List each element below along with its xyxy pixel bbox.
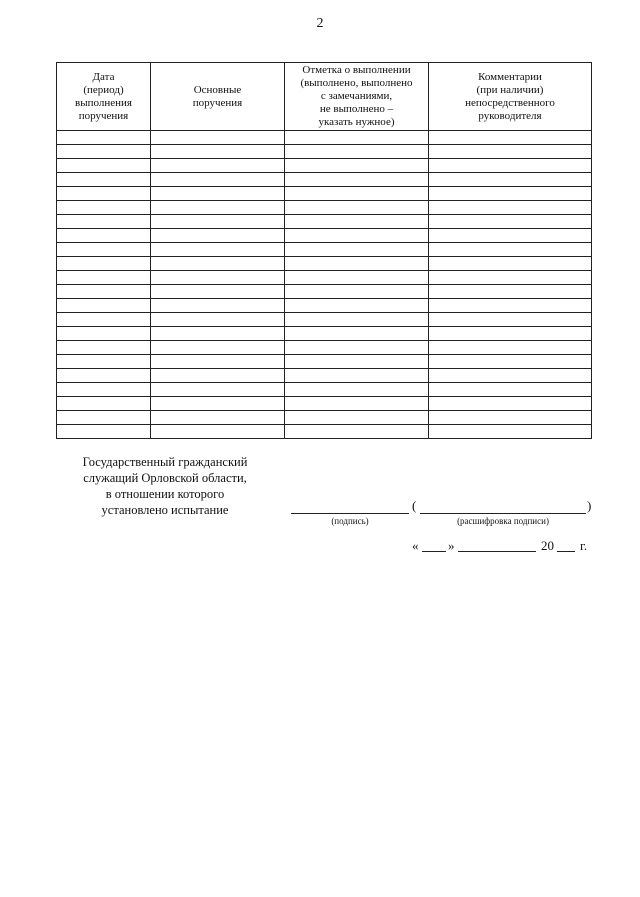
- table-cell[interactable]: [429, 341, 592, 355]
- table-cell[interactable]: [429, 229, 592, 243]
- table-row: [57, 383, 592, 397]
- table-cell[interactable]: [429, 215, 592, 229]
- table-row: [57, 229, 592, 243]
- table-cell[interactable]: [429, 285, 592, 299]
- table-cell[interactable]: [151, 201, 285, 215]
- table-cell[interactable]: [57, 229, 151, 243]
- table-cell[interactable]: [57, 145, 151, 159]
- table-row: [57, 215, 592, 229]
- table-row: [57, 173, 592, 187]
- table-cell[interactable]: [151, 411, 285, 425]
- table-row: [57, 257, 592, 271]
- table-cell[interactable]: [285, 411, 429, 425]
- table-cell[interactable]: [57, 313, 151, 327]
- page-number: 2: [316, 16, 324, 31]
- table-row: [57, 187, 592, 201]
- signature-hint: (подпись): [331, 516, 369, 526]
- table-cell[interactable]: [151, 369, 285, 383]
- table-row: [57, 145, 592, 159]
- table-cell[interactable]: [285, 201, 429, 215]
- table-cell[interactable]: [151, 131, 285, 145]
- table-row: [57, 327, 592, 341]
- day-blank[interactable]: [422, 551, 446, 552]
- table-cell[interactable]: [151, 187, 285, 201]
- table-cell[interactable]: [151, 425, 285, 439]
- table-cell[interactable]: [57, 397, 151, 411]
- close-parenthesis: ): [587, 498, 592, 513]
- table-cell[interactable]: [151, 285, 285, 299]
- table-cell[interactable]: [285, 159, 429, 173]
- table-cell[interactable]: [57, 271, 151, 285]
- table-cell[interactable]: [429, 145, 592, 159]
- table-cell[interactable]: [57, 201, 151, 215]
- table-cell[interactable]: [285, 187, 429, 201]
- table-cell[interactable]: [285, 243, 429, 257]
- table-cell[interactable]: [429, 131, 592, 145]
- header-completion-mark-label: Отметка о выполнении (выполнено, выполнено с замечаниями, не выполнено – указать нужное): [300, 64, 413, 128]
- table-cell[interactable]: [57, 285, 151, 299]
- table-cell[interactable]: [429, 257, 592, 271]
- table-cell[interactable]: [285, 355, 429, 369]
- table-row: [57, 341, 592, 355]
- table-cell[interactable]: [57, 425, 151, 439]
- table-cell[interactable]: [151, 327, 285, 341]
- table-cell[interactable]: [285, 271, 429, 285]
- table-cell[interactable]: [57, 243, 151, 257]
- table-cell[interactable]: [285, 229, 429, 243]
- table-cell[interactable]: [429, 173, 592, 187]
- table-cell[interactable]: [57, 187, 151, 201]
- table-row: [57, 397, 592, 411]
- signature-line[interactable]: [291, 513, 409, 514]
- table-row: [57, 271, 592, 285]
- table-cell[interactable]: [429, 201, 592, 215]
- table-cell[interactable]: [285, 285, 429, 299]
- table-cell[interactable]: [57, 159, 151, 173]
- table-cell[interactable]: [57, 341, 151, 355]
- header-main-assignments: [151, 63, 285, 131]
- table-cell[interactable]: [57, 369, 151, 383]
- table-cell[interactable]: [429, 159, 592, 173]
- table-cell[interactable]: [151, 229, 285, 243]
- table-cell[interactable]: [57, 131, 151, 145]
- table-cell[interactable]: [285, 341, 429, 355]
- table-cell[interactable]: [151, 271, 285, 285]
- table-cell[interactable]: [429, 243, 592, 257]
- table-cell[interactable]: [429, 411, 592, 425]
- table-cell[interactable]: [151, 159, 285, 173]
- table-cell[interactable]: [429, 425, 592, 439]
- header-main-assignments-label: Основные поручения: [192, 83, 243, 109]
- table-cell[interactable]: [285, 215, 429, 229]
- table-cell[interactable]: [285, 327, 429, 341]
- table-row: [57, 313, 592, 327]
- table-cell[interactable]: [151, 397, 285, 411]
- table-body: [57, 131, 592, 439]
- month-blank[interactable]: [458, 551, 536, 552]
- table-row: [57, 201, 592, 215]
- table-cell[interactable]: [429, 369, 592, 383]
- header-date-period-label: Дата (период) выполнения поручения: [75, 70, 132, 122]
- table-cell[interactable]: [151, 341, 285, 355]
- table-cell[interactable]: [285, 257, 429, 271]
- table-cell[interactable]: [151, 257, 285, 271]
- table-cell[interactable]: [151, 383, 285, 397]
- assignment-table: [56, 62, 592, 439]
- table-cell[interactable]: [285, 383, 429, 397]
- date-close-quote: »: [448, 538, 455, 553]
- table-row: [57, 369, 592, 383]
- table-cell[interactable]: [57, 173, 151, 187]
- table-cell[interactable]: [429, 313, 592, 327]
- table-cell[interactable]: [57, 299, 151, 313]
- table-cell[interactable]: [57, 215, 151, 229]
- open-parenthesis: (: [412, 498, 417, 513]
- table-cell[interactable]: [429, 271, 592, 285]
- table-cell[interactable]: [285, 369, 429, 383]
- table-cell[interactable]: [285, 313, 429, 327]
- table-row: [57, 243, 592, 257]
- table-row: [57, 285, 592, 299]
- table-cell[interactable]: [57, 355, 151, 369]
- table-cell[interactable]: [429, 383, 592, 397]
- table-row: [57, 411, 592, 425]
- table-cell[interactable]: [57, 257, 151, 271]
- table-row: [57, 299, 592, 313]
- year-suffix: г.: [580, 538, 588, 553]
- table-cell[interactable]: [151, 243, 285, 257]
- signature-decode-line[interactable]: [420, 513, 586, 514]
- table-cell[interactable]: [151, 355, 285, 369]
- table-cell[interactable]: [429, 327, 592, 341]
- table-cell[interactable]: [151, 299, 285, 313]
- table-row: [57, 355, 592, 369]
- year-prefix: 20: [541, 538, 554, 553]
- table-cell[interactable]: [57, 327, 151, 341]
- table-cell[interactable]: [285, 173, 429, 187]
- table-cell[interactable]: [57, 411, 151, 425]
- table-row: [57, 425, 592, 439]
- table-cell[interactable]: [429, 299, 592, 313]
- table-row: [57, 131, 592, 145]
- table-header-row: [57, 63, 592, 131]
- table-cell[interactable]: [285, 131, 429, 145]
- table-cell[interactable]: [285, 145, 429, 159]
- table-cell[interactable]: [151, 215, 285, 229]
- civil-servant-caption: Государственный гражданский служащий Орловской области, в отношении которого установлено испытание: [82, 455, 248, 517]
- table-cell[interactable]: [429, 397, 592, 411]
- year-blank[interactable]: [557, 551, 575, 552]
- header-manager-comments: [429, 63, 592, 131]
- table-row: [57, 159, 592, 173]
- table-cell[interactable]: [429, 187, 592, 201]
- header-manager-comments-label: Комментарии (при наличии) непосредственного руководителя: [465, 70, 555, 122]
- table-cell[interactable]: [285, 397, 429, 411]
- table-cell[interactable]: [151, 173, 285, 187]
- date-open-quote: «: [412, 538, 419, 553]
- table-cell[interactable]: [285, 425, 429, 439]
- table-cell[interactable]: [151, 145, 285, 159]
- table-cell[interactable]: [285, 299, 429, 313]
- signature-decode-hint: (расшифровка подписи): [457, 516, 549, 526]
- header-completion-mark: [285, 63, 429, 131]
- header-date-period: [57, 63, 151, 131]
- table-cell[interactable]: [429, 355, 592, 369]
- table-cell[interactable]: [57, 383, 151, 397]
- table-cell[interactable]: [151, 313, 285, 327]
